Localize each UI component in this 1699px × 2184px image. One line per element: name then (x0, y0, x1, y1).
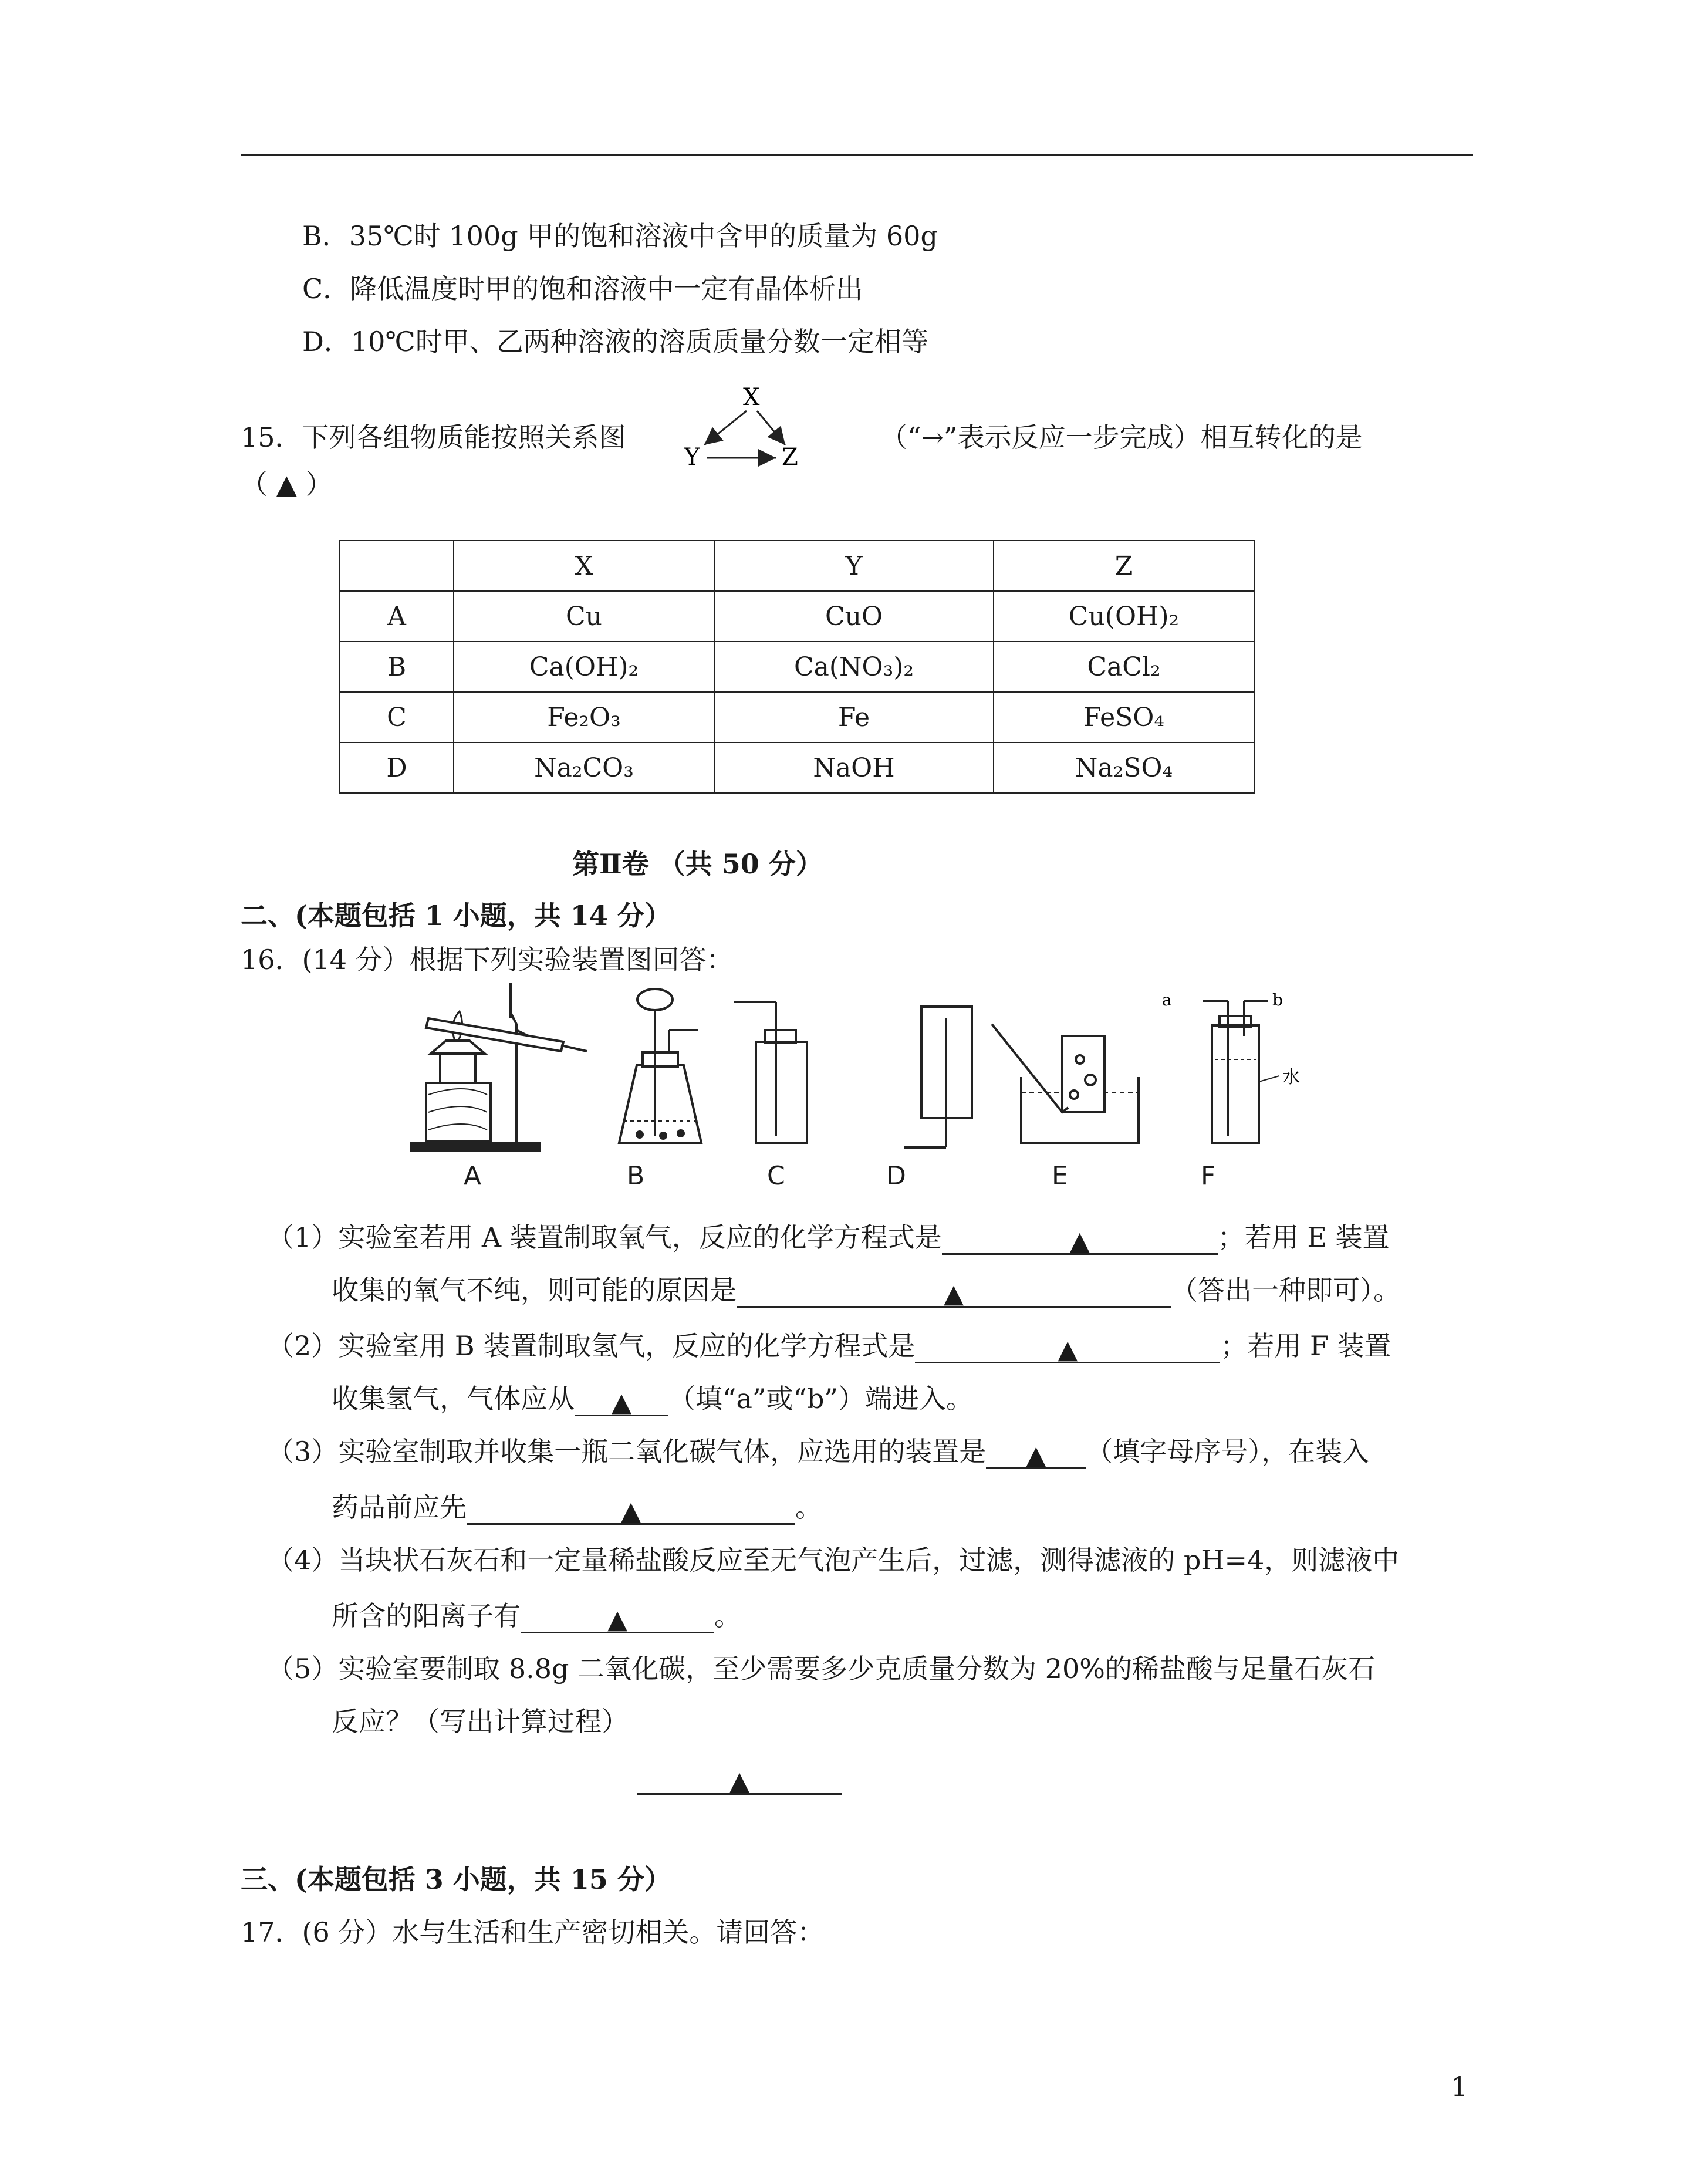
table-header-cell: X (454, 541, 714, 591)
cell-z: Cu(OH)₂ (994, 591, 1254, 642)
q16-part5-line2: 反应？（写出计算过程） (332, 1706, 629, 1737)
q16-p1d-text: （答出一种即可）。 (1171, 1274, 1400, 1306)
apparatus-e (992, 1024, 1139, 1143)
table-header-cell (340, 541, 454, 591)
cell-y: Fe (714, 692, 994, 742)
answer-marker: ▲ (621, 1496, 641, 1526)
table-header-row (340, 541, 1254, 591)
apparatus-label-f: F (1201, 1161, 1216, 1191)
apparatus-c (734, 1002, 807, 1143)
label-water: 水 (1282, 1067, 1300, 1088)
row-label: A (340, 591, 454, 642)
part2-title: 第Ⅱ卷 （共 50 分） (572, 848, 823, 880)
q16-p2d-text: （填“a”或“b”）端进入。 (668, 1383, 973, 1415)
answer-blank[interactable] (942, 1223, 1218, 1255)
row-label: B (340, 642, 454, 692)
diagram-x: X (743, 384, 760, 411)
q16-p1c-text: 收集的氧气不纯，则可能的原因是 (332, 1274, 737, 1306)
table-row (340, 591, 1254, 642)
answer-marker: ▲ (612, 1388, 631, 1417)
answer-marker: ▲ (1069, 1226, 1090, 1256)
part3-section: 三、(本题包括 3 小题，共 15 分） (241, 1864, 671, 1895)
option-c: C．降低温度时甲的饱和溶液中一定有晶体析出 (302, 273, 863, 305)
answer-blank[interactable] (637, 1763, 842, 1795)
page-number: 1 (1451, 2071, 1468, 2102)
apparatus-a (411, 983, 587, 1151)
cell-z: FeSO₄ (994, 692, 1254, 742)
answer-blank[interactable] (575, 1384, 668, 1416)
q16-p2-text: （2）实验室用 B 装置制取氢气，反应的化学方程式是 (267, 1330, 916, 1362)
apparatus-label-d: D (886, 1161, 906, 1191)
q16-p1-tail: ；若用 E 装置 (1217, 1221, 1390, 1253)
q16-p3c-text: 药品前应先 (332, 1491, 467, 1523)
q16-part2-line1 (267, 1328, 1391, 1363)
apparatus-label-b: B (627, 1161, 645, 1191)
q16-part2-line2 (332, 1381, 973, 1416)
q16-part1-line1 (267, 1220, 1390, 1255)
cell-z: CaCl₂ (994, 642, 1254, 692)
q15-note: （“→”表示反应一步完成）相互转化的是 (880, 421, 1363, 453)
q16-p3-text: （3）实验室制取并收集一瓶二氧化碳气体，应选用的装置是 (267, 1436, 987, 1467)
apparatus-label-c: C (767, 1161, 785, 1191)
answer-blank[interactable] (521, 1601, 714, 1633)
answer-marker: ▲ (607, 1605, 627, 1635)
answer-marker: ▲ (944, 1279, 964, 1309)
q16-p2-tail: ；若用 F 装置 (1220, 1330, 1391, 1362)
cell-y: NaOH (714, 742, 994, 793)
diagram-y: Y (684, 444, 700, 471)
option-b: B．35℃时 100g 甲的饱和溶液中含甲的质量为 60g (302, 220, 938, 252)
apparatus-f (1203, 1001, 1279, 1143)
cell-x: Ca(OH)₂ (454, 642, 714, 692)
q16-stem: 16．(14 分）根据下列实验装置图回答： (241, 944, 734, 975)
q16-part5-line1: （5）实验室要制取 8.8g 二氧化碳，至少需要多少克质量分数为 20%的稀盐酸与足量石灰石 (267, 1653, 1375, 1685)
q16-part3-line1 (267, 1434, 1369, 1469)
part2-section: 二、(本题包括 1 小题，共 14 分） (241, 900, 671, 931)
cell-y: Ca(NO₃)₂ (714, 642, 994, 692)
substance-table (339, 540, 1255, 794)
cell-x: Na₂CO₃ (454, 742, 714, 793)
table-header-cell: Z (994, 541, 1254, 591)
q16-part4-line1: （4）当块状石灰石和一定量稀盐酸反应至无气泡产生后，过滤，测得滤液的 pH=4，则滤液中 (267, 1544, 1400, 1576)
answer-blank[interactable] (915, 1331, 1220, 1363)
row-label: D (340, 742, 454, 793)
q16-p2c-text: 收集氢气，气体应从 (332, 1383, 575, 1415)
cell-x: Cu (454, 591, 714, 642)
answer-blank[interactable] (737, 1275, 1171, 1308)
answer-marker: ▲ (729, 1766, 749, 1796)
cell-z: Na₂SO₄ (994, 742, 1254, 793)
q16-p4c-text: 。 (714, 1600, 741, 1632)
q16-p3-tail: （填字母序号），在装入 (1086, 1436, 1370, 1467)
table-row (340, 642, 1254, 692)
q16-p4b-text: 所含的阳离子有 (332, 1600, 521, 1632)
answer-marker: ▲ (1058, 1335, 1078, 1365)
answer-blank[interactable] (467, 1493, 795, 1525)
q16-part5-answer (637, 1760, 842, 1795)
apparatus-label-e: E (1052, 1161, 1068, 1191)
q16-p3d-text: 。 (795, 1491, 822, 1523)
relation-diagram (681, 382, 816, 475)
cell-y: CuO (714, 591, 994, 642)
label-a-end: a (1162, 990, 1172, 1010)
answer-blank[interactable] (986, 1437, 1086, 1469)
cell-x: Fe₂O₃ (454, 692, 714, 742)
q16-part4-line2 (332, 1598, 741, 1633)
label-b-end: b (1272, 990, 1283, 1010)
q16-p1-text: （1）实验室若用 A 装置制取氧气，反应的化学方程式是 (267, 1221, 942, 1253)
q16-part3-line2 (332, 1490, 822, 1525)
table-header-cell: Y (714, 541, 994, 591)
q16-part1-line2 (332, 1272, 1400, 1308)
apparatus-b (619, 989, 701, 1143)
answer-marker: ▲ (1026, 1440, 1046, 1470)
q17-stem: 17．(6 分）水与生活和生产密切相关。请回答： (241, 1916, 825, 1948)
row-label: C (340, 692, 454, 742)
header-rule (241, 154, 1473, 156)
apparatus-figure (405, 977, 1320, 1165)
q15-stem: 15．下列各组物质能按照关系图 (241, 421, 626, 453)
apparatus-label-a: A (464, 1161, 482, 1191)
diagram-z: Z (782, 444, 798, 471)
table-row (340, 692, 1254, 742)
apparatus-d (904, 1007, 972, 1147)
table-row (340, 742, 1254, 793)
q15-answer: （ ▲ ） (241, 468, 333, 500)
option-d: D．10℃时甲、乙两种溶液的溶质质量分数一定相等 (302, 326, 928, 357)
